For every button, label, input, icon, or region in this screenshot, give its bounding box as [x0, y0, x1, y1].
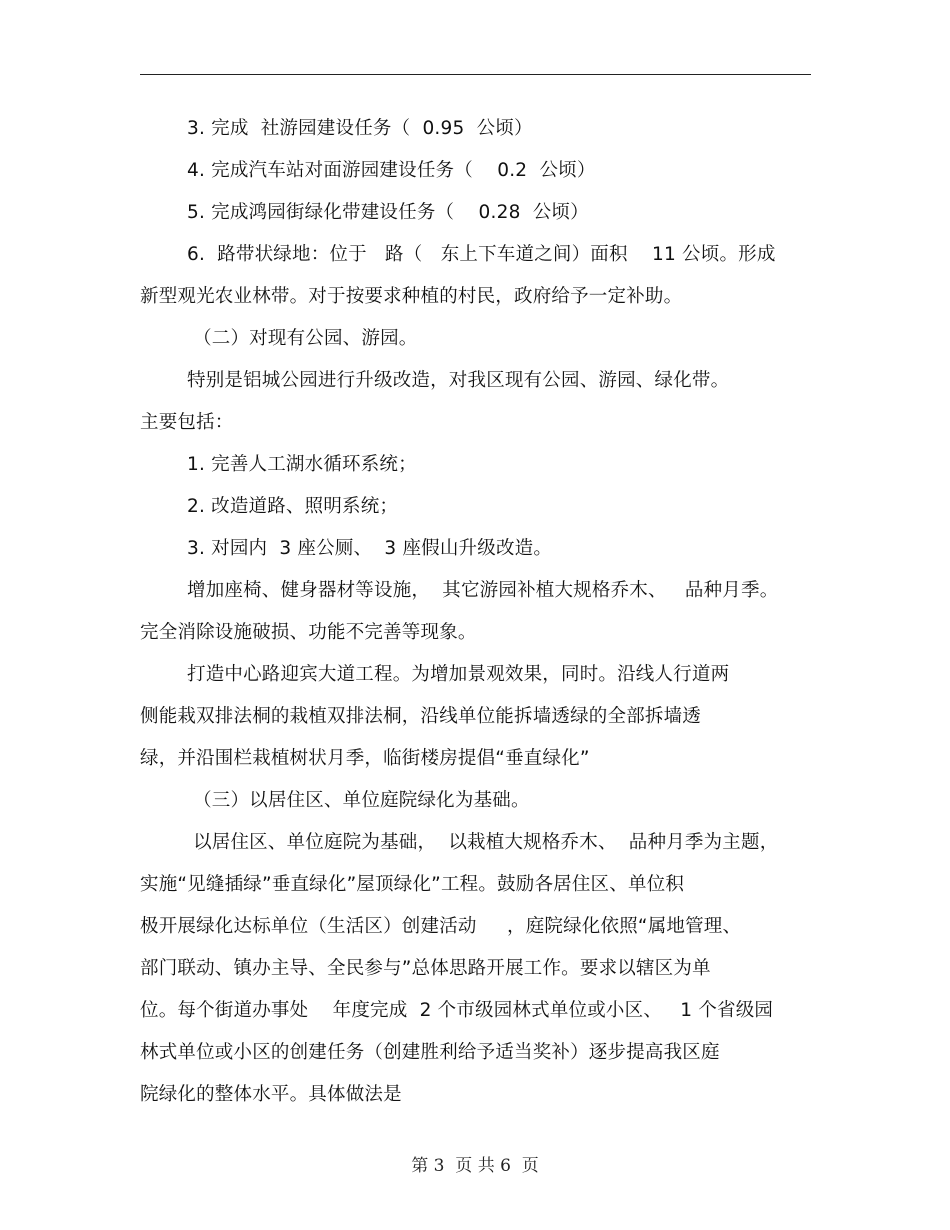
text-line: 实施“见缝插绿”垂直绿化”屋顶绿化”工程。鼓励各居住区、单位积	[140, 874, 685, 895]
text-line: 绿，并沿围栏栽植树状月季，临街楼房提倡“垂直绿化”	[140, 748, 590, 769]
text-line: 位。每个街道办事处 年度完成 2 个市级园林式单位或小区、 1 个省级园	[140, 1000, 774, 1021]
text-line: 打造中心路迎宾大道工程。为增加景观效果，同时。沿线人行道两	[187, 664, 730, 685]
page-number-footer: 第 3 页 共 6 页	[411, 1156, 539, 1176]
document-body	[140, 108, 820, 1116]
text-line: 增加座椅、健身器材等设施， 其它游园补植大规格乔木、 品种月季。	[187, 580, 779, 601]
text-line: 部门联动、镇办主导、全民参与”总体思路开展工作。要求以辖区为单	[140, 958, 711, 979]
section-heading: （三）以居住区、单位庭院绿化为基础。	[187, 790, 530, 811]
header-rule	[140, 74, 811, 75]
text-line: 特别是铝城公园进行升级改造，对我区现有公园、游园、绿化带。	[187, 370, 730, 391]
text-line: 6. 路带状绿地：位于 路（ 东上下车道之间）面积 11 公顷。形成	[187, 244, 776, 265]
text-line: 林式单位或小区的创建任务（创建胜利给予适当奖补）逐步提高我区庭	[140, 1042, 720, 1063]
text-line: 极开展绿化达标单位（生活区）创建活动 ，庭院绿化依照“属地管理、	[140, 916, 742, 937]
text-line: 以居住区、单位庭院为基础， 以栽植大规格乔木、 品种月季为主题，	[187, 832, 779, 853]
text-line: 3. 完成 社游园建设任务（ 0.95 公顷）	[187, 118, 533, 139]
section-heading: （二）对现有公园、游园。	[187, 328, 418, 349]
text-line: 1. 完善人工湖水循环系统；	[187, 454, 417, 475]
text-line: 3. 对园内 3 座公厕、 3 座假山升级改造。	[187, 538, 553, 559]
text-line: 主要包括：	[140, 412, 234, 433]
text-line: 5. 完成鸿园街绿化带建设任务（ 0.28 公顷）	[187, 202, 589, 223]
text-line: 2. 改造道路、照明系统；	[187, 496, 399, 517]
text-line: 完全消除设施破损、功能不完善等现象。	[140, 622, 477, 643]
text-line: 4. 完成汽车站对面游园建设任务（ 0.2 公顷）	[187, 160, 596, 181]
text-line: 院绿化的整体水平。具体做法是	[140, 1084, 402, 1105]
text-line: 侧能栽双排法桐的栽植双排法桐，沿线单位能拆墙透绿的全部拆墙透	[140, 706, 702, 727]
text-line: 新型观光农业林带。对于按要求种植的村民，政府给予一定补助。	[140, 286, 683, 307]
